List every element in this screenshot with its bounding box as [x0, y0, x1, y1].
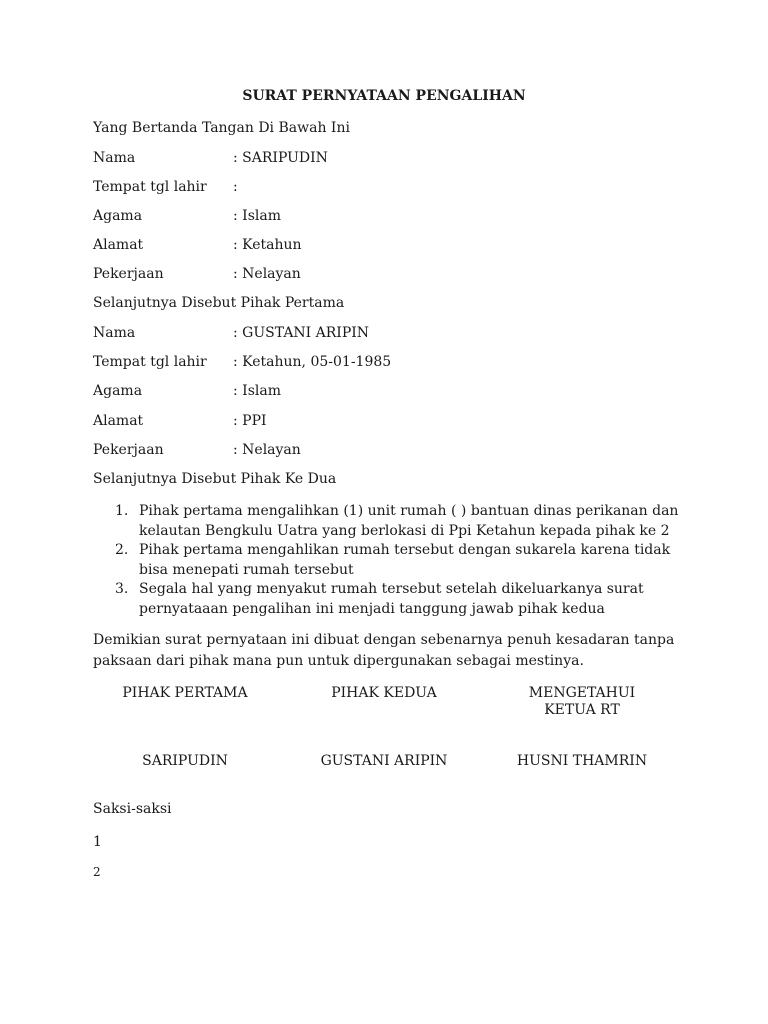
field-value: : Ketahun — [233, 237, 302, 253]
signature-role-pertama: PIHAK PERTAMA — [122, 685, 248, 701]
list-item — [93, 502, 683, 541]
pihak-pertama-agama — [93, 207, 693, 225]
signature-role-mengetahui: MENGETAHUI — [528, 685, 636, 701]
field-label: Nama — [93, 325, 136, 341]
field-value: : Islam — [233, 208, 281, 224]
field-value: : Islam — [233, 383, 281, 399]
field-value: : Nelayan — [233, 442, 301, 458]
sebut-kedua-text: Selanjutnya Disebut Pihak Ke Dua — [93, 471, 337, 487]
document-title: SURAT PERNYATAAN PENGALIHAN — [242, 88, 526, 104]
closing-paragraph: Demikian surat pernyataan ini dibuat dengan sebenarnya penuh kesadaran tanpa paksaan dari pihak mana pun untuk dipergunakan sebagai mestinya. — [93, 632, 675, 669]
statement-list — [93, 502, 683, 619]
intro-text: Yang Bertanda Tangan Di Bawah Ini — [93, 120, 350, 136]
pihak-kedua-ttl — [93, 353, 693, 371]
signature-name-kedua: GUSTANI ARIPIN — [320, 753, 448, 769]
pihak-pertama-alamat — [93, 236, 693, 254]
pihak-kedua-alamat — [93, 412, 693, 430]
list-number: 2. — [115, 542, 129, 558]
field-value: : — [233, 179, 238, 195]
field-label: Nama — [93, 150, 136, 166]
list-text: Segala hal yang menyakut rumah tersebut setelah dikeluarkanya surat pernyataaan pengalihan ini menjadi tanggung jawab pihak kedua — [139, 581, 644, 617]
signature-role-kedua: PIHAK KEDUA — [331, 685, 437, 701]
saksi-label: Saksi-saksi — [93, 801, 172, 817]
list-text: Pihak pertama mengahlikan rumah tersebut dengan sukarela karena tidak bisa menepati rumah tersebut — [139, 542, 671, 578]
field-value: : PPI — [233, 413, 267, 429]
sebut-pertama-text: Selanjutnya Disebut Pihak Pertama — [93, 295, 345, 311]
list-number: 3. — [115, 581, 129, 597]
field-value: : GUSTANI ARIPIN — [233, 325, 370, 341]
list-item — [93, 541, 683, 580]
pihak-kedua-agama — [93, 382, 693, 400]
saksi-item-1: 1 — [93, 834, 102, 850]
field-value: : Ketahun, 05-01-1985 — [233, 354, 392, 370]
field-label: Alamat — [93, 413, 144, 429]
field-label: Agama — [93, 383, 143, 399]
pihak-pertama-pekerjaan — [93, 265, 693, 283]
field-value: : SARIPUDIN — [233, 150, 328, 166]
pihak-kedua-nama — [93, 324, 693, 342]
field-value: : Nelayan — [233, 266, 301, 282]
field-label: Tempat tgl lahir — [93, 354, 207, 370]
field-label: Pekerjaan — [93, 266, 164, 282]
signature-role-ketua-rt: KETUA RT — [544, 702, 620, 718]
field-label: Pekerjaan — [93, 442, 164, 458]
signature-name-mengetahui: HUSNI THAMRIN — [516, 753, 648, 769]
list-text: Pihak pertama mengalihkan (1) unit rumah ( ) bantuan dinas perikanan dan kelautan Bengkulu Uatra yang berlokasi di Ppi Ketahun kepada pihak ke 2 — [139, 503, 679, 539]
pihak-pertama-nama — [93, 149, 693, 167]
saksi-item-2: 2 — [93, 865, 101, 879]
pihak-kedua-pekerjaan — [93, 441, 693, 459]
list-item — [93, 580, 683, 619]
field-label: Tempat tgl lahir — [93, 179, 207, 195]
signature-name-pertama: SARIPUDIN — [142, 753, 228, 769]
field-label: Alamat — [93, 237, 144, 253]
pihak-pertama-ttl — [93, 178, 693, 196]
list-number: 1. — [115, 503, 129, 519]
field-label: Agama — [93, 208, 143, 224]
